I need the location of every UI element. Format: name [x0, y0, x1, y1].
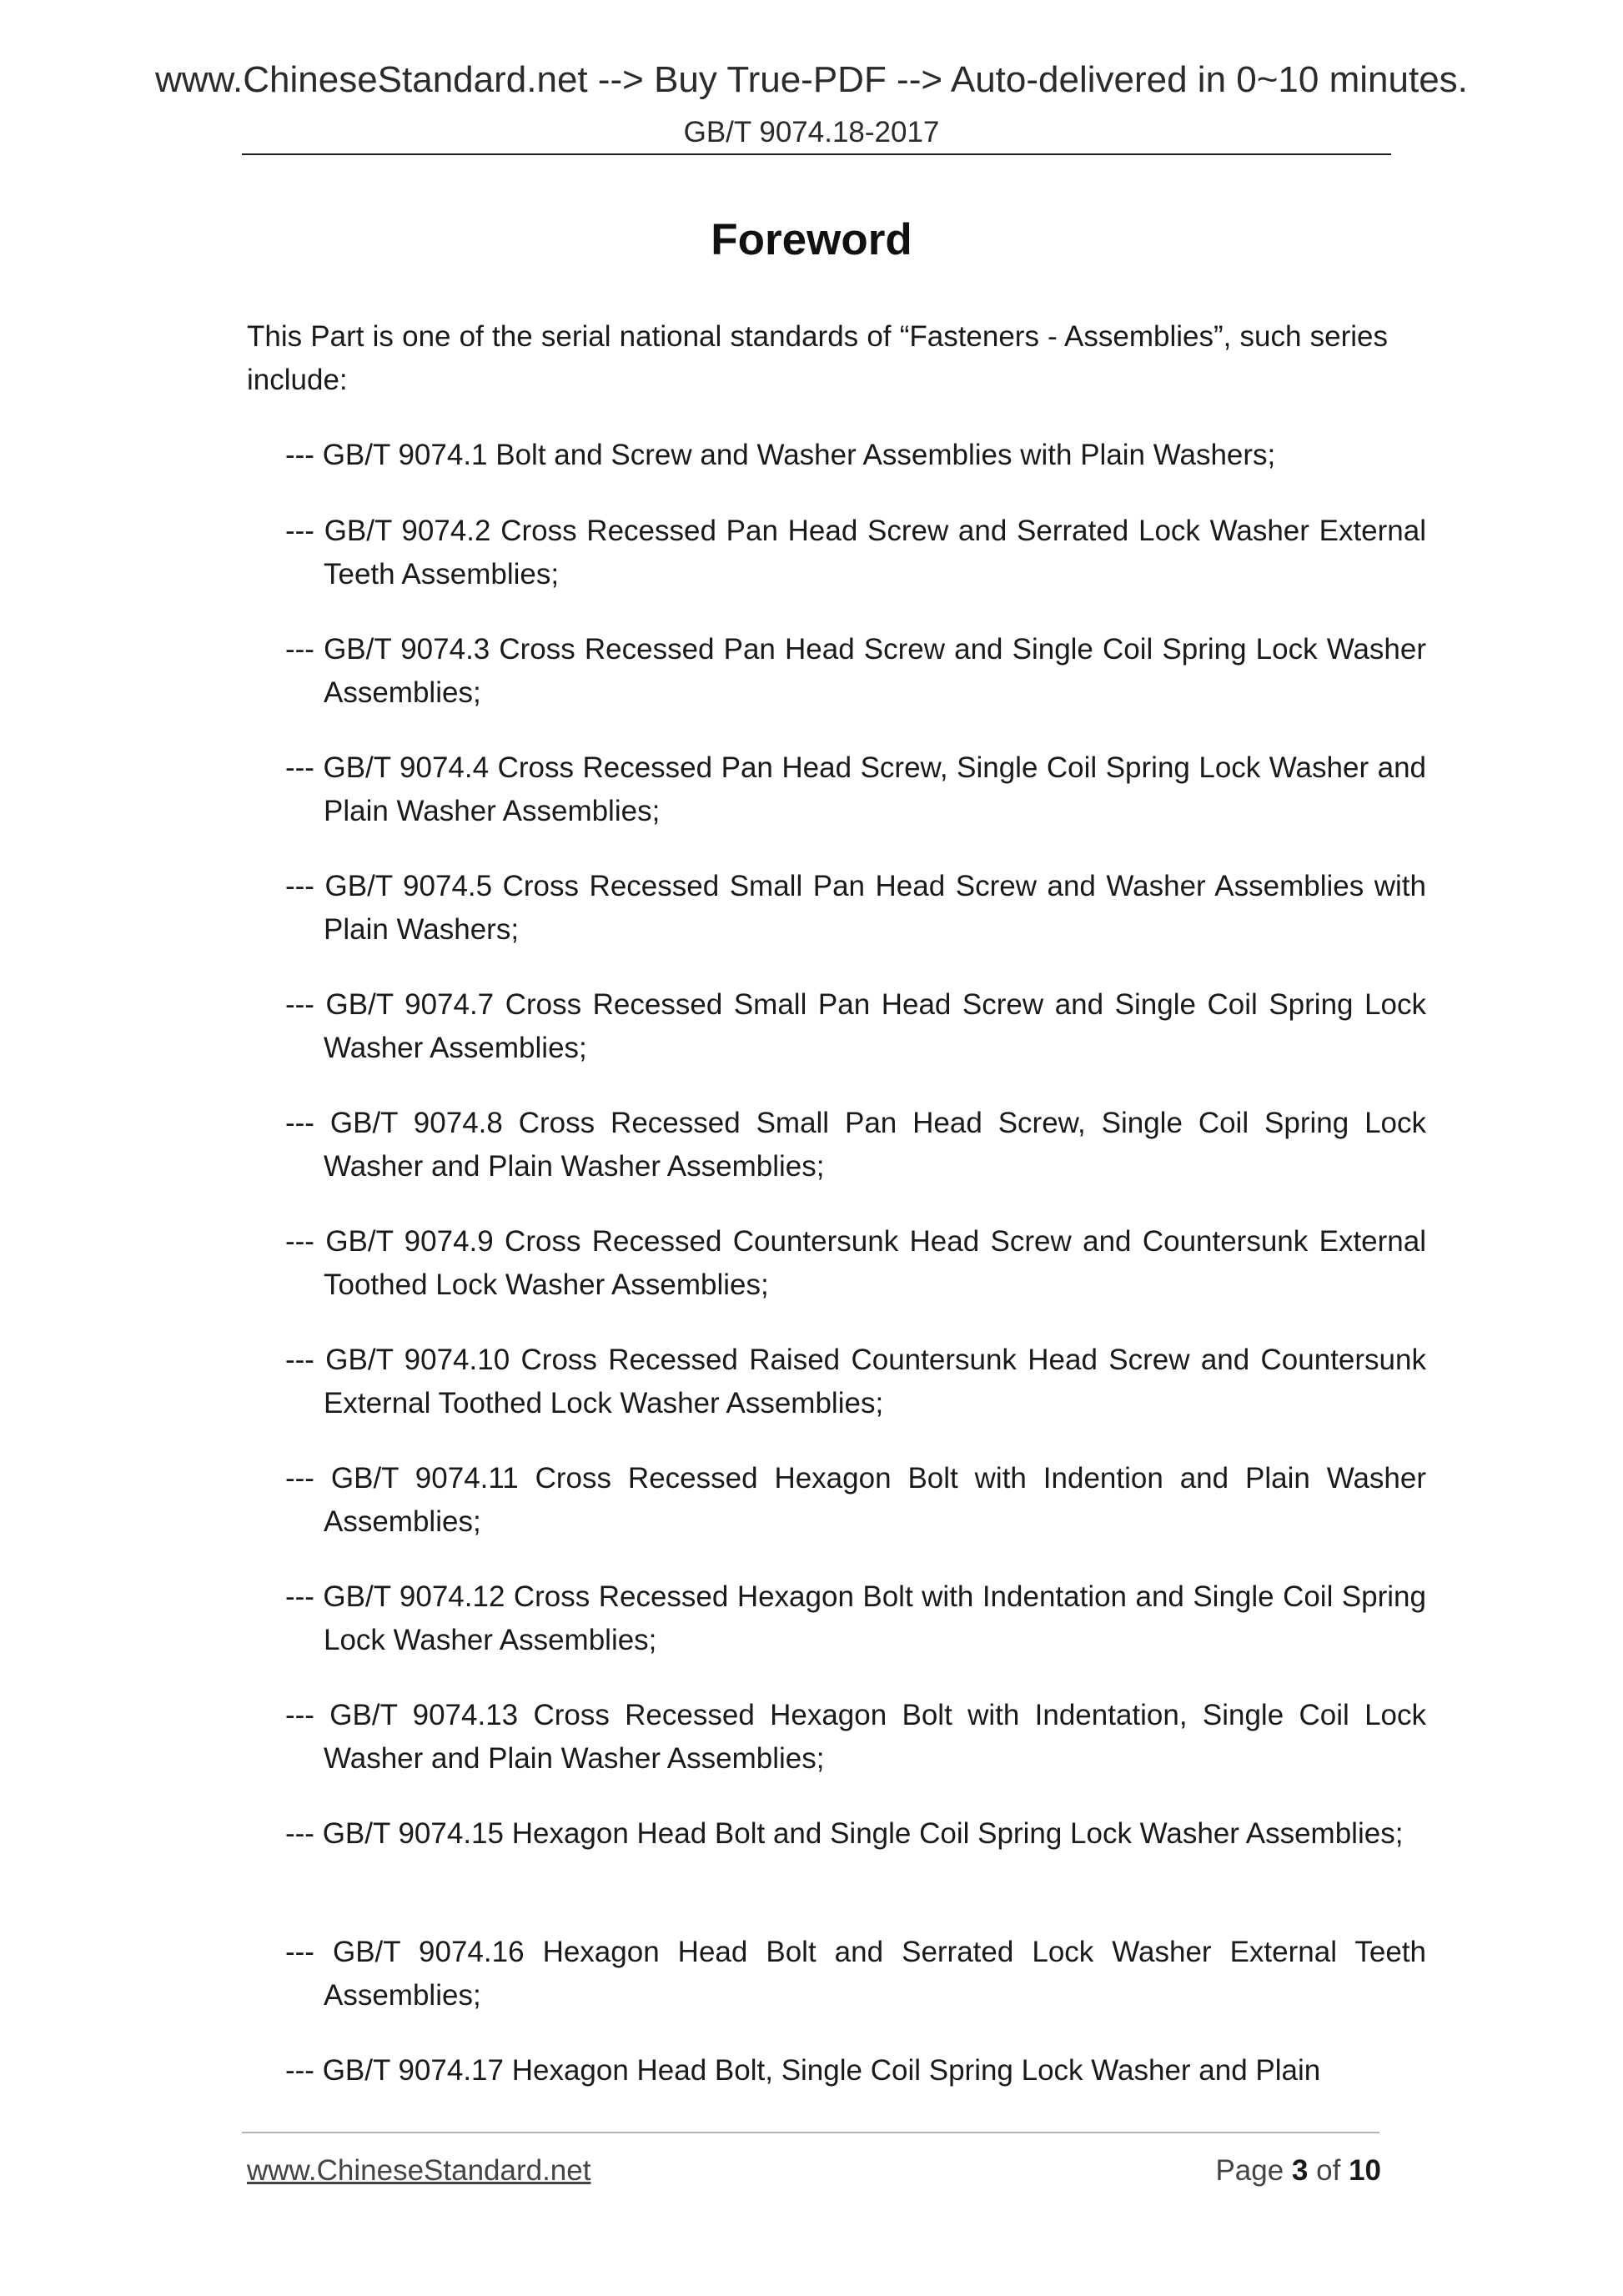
list-item: [285, 865, 1426, 952]
page-current: 3: [1291, 2154, 1309, 2187]
list-item-text: GB/T 9074.9 Cross Recessed Countersunk Head Screw and Countersunk External Toothed Lock Washer Assemblies;: [324, 1225, 1426, 1301]
document-id: GB/T 9074.18-2017: [683, 116, 940, 148]
list-dash: ---: [285, 988, 314, 1021]
list-item-text: GB/T 9074.16 Hexagon Head Bolt and Serrated Lock Washer External Teeth Assemblies;: [324, 1936, 1426, 2012]
list-item-text: GB/T 9074.15 Hexagon Head Bolt and Single Coil Spring Lock Washer Assemblies;: [322, 1817, 1404, 1850]
page-indicator: [1215, 2153, 1381, 2188]
list-dash: ---: [285, 751, 314, 784]
list-item: [285, 746, 1426, 833]
list-item: [285, 510, 1426, 596]
list-dash: ---: [285, 1107, 314, 1139]
list-item-text: GB/T 9074.3 Cross Recessed Pan Head Screw and Single Coil Spring Lock Washer Assemblies;: [324, 633, 1426, 709]
list-item: [285, 1102, 1426, 1188]
list-item: [285, 1339, 1426, 1425]
list-item: [285, 1812, 1426, 1856]
page-title: Foreword: [711, 215, 912, 264]
list-item-text: GB/T 9074.12 Cross Recessed Hexagon Bolt with Indentation and Single Coil Spring Lock Washer Assemblies;: [323, 1580, 1426, 1656]
list-item-text: GB/T 9074.17 Hexagon Head Bolt, Single Coil Spring Lock Washer and Plain: [322, 2054, 1321, 2087]
list-dash: ---: [285, 2054, 314, 2087]
page-label: Page: [1215, 2154, 1284, 2187]
list-item-text: GB/T 9074.2 Cross Recessed Pan Head Screw and Serrated Lock Washer External Teeth Assemblies;: [324, 515, 1427, 590]
page-total: 10: [1349, 2154, 1381, 2187]
list-dash: ---: [285, 633, 314, 666]
list-item: [285, 628, 1426, 715]
list-item-text: GB/T 9074.8 Cross Recessed Small Pan Head Screw, Single Coil Spring Lock Washer and Plain Washer Assemblies;: [324, 1107, 1426, 1183]
list-item-text: GB/T 9074.1 Bolt and Screw and Washer Assemblies with Plain Washers;: [322, 439, 1276, 471]
list-item: [285, 1220, 1426, 1307]
list-dash: ---: [285, 1936, 314, 1968]
list-dash: ---: [285, 1225, 314, 1258]
list-item-text: GB/T 9074.5 Cross Recessed Small Pan Head Screw and Washer Assemblies with Plain Washers;: [324, 870, 1426, 946]
list-item-text: GB/T 9074.13 Cross Recessed Hexagon Bolt with Indentation, Single Coil Lock Washer and Plain Washer Assemblies;: [324, 1699, 1426, 1775]
list-dash: ---: [285, 1699, 314, 1731]
list-item: [285, 1931, 1426, 2017]
list-item: [285, 1575, 1426, 1662]
list-item-text: GB/T 9074.10 Cross Recessed Raised Countersunk Head Screw and Countersunk External Toothed Lock Washer Assemblies;: [324, 1344, 1426, 1419]
page-of: of: [1316, 2154, 1341, 2187]
footer-website-link[interactable]: www.ChineseStandard.net: [247, 2154, 591, 2187]
list-item: [285, 434, 1426, 477]
list-item: [285, 1457, 1426, 1544]
list-dash: ---: [285, 1580, 314, 1613]
list-dash: ---: [285, 1817, 314, 1850]
list-dash: ---: [285, 1344, 314, 1376]
list-dash: ---: [285, 439, 314, 471]
list-item: [285, 983, 1426, 1070]
header-divider: [242, 153, 1391, 155]
list-item: [285, 1694, 1426, 1781]
list-dash: ---: [285, 1462, 314, 1495]
list-dash: ---: [285, 515, 314, 547]
list-item-text: GB/T 9074.11 Cross Recessed Hexagon Bolt with Indention and Plain Washer Assemblies;: [324, 1462, 1426, 1538]
list-item: [285, 2049, 1426, 2093]
intro-paragraph: This Part is one of the serial national standards of “Fasteners - Assemblies”, such series include:: [247, 320, 1388, 396]
footer-divider: [242, 2132, 1379, 2133]
header-banner[interactable]: www.ChineseStandard.net --> Buy True-PDF --> Auto-delivered in 0~10 minutes.: [155, 59, 1468, 100]
list-item-text: GB/T 9074.7 Cross Recessed Small Pan Head Screw and Single Coil Spring Lock Washer Assemblies;: [324, 988, 1426, 1064]
list-dash: ---: [285, 870, 314, 902]
list-item-text: GB/T 9074.4 Cross Recessed Pan Head Screw, Single Coil Spring Lock Washer and Plain Washer Assemblies;: [323, 751, 1426, 827]
